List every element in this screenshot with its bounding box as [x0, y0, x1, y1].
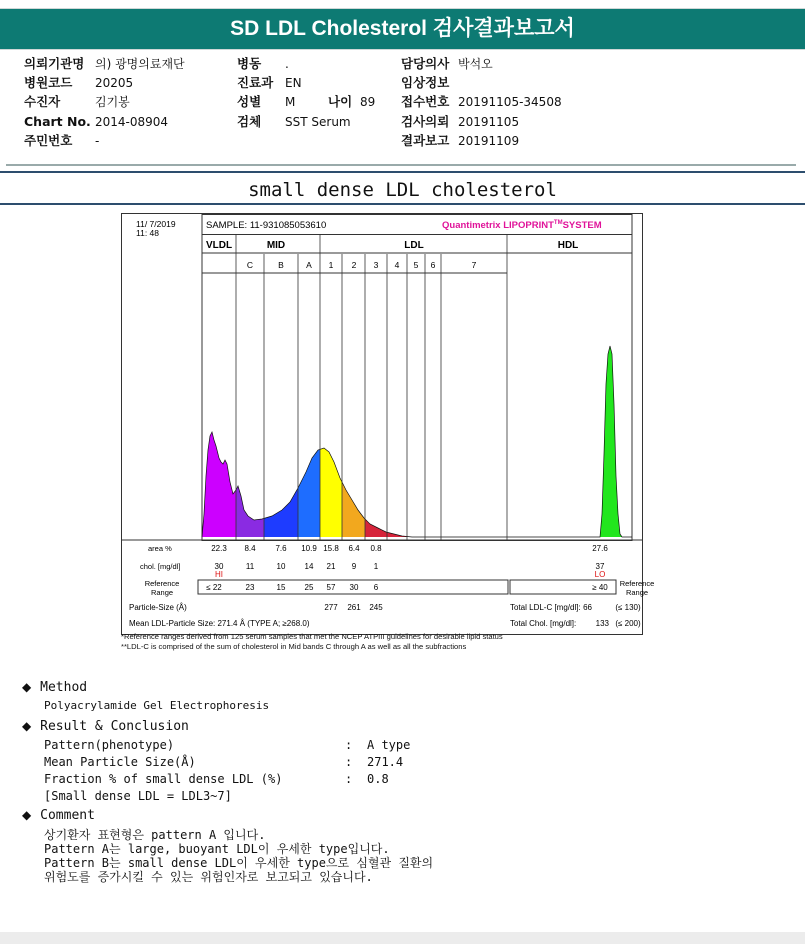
- code-label: 병원코드: [24, 75, 73, 90]
- result-note: [Small dense LDL = LDL3~7]: [44, 789, 232, 803]
- ref-vldl: ≤ 22: [206, 583, 222, 592]
- chol-vldl: 30: [214, 562, 224, 571]
- specimen-label: 검체: [237, 114, 262, 129]
- doctor-label: 담당의사: [401, 56, 450, 71]
- report-date-label: 결과보고: [401, 133, 450, 148]
- ref-2: 30: [349, 583, 359, 592]
- comment-line: 상기환자 표현형은 pattern A 입니다.: [44, 828, 266, 842]
- group-ldl: LDL: [404, 240, 424, 251]
- total-chol-label: Total Chol. [mg/dl]:: [510, 619, 577, 628]
- total-ldl-label: Total LDL-C [mg/dl]:: [510, 603, 581, 612]
- chol-b: 10: [276, 562, 286, 571]
- result-value-size: 271.4: [367, 755, 404, 769]
- diamond-bullet-icon: ◆: [22, 719, 32, 733]
- result-colon: :: [345, 772, 353, 786]
- group-mid: MID: [266, 240, 286, 251]
- area-a: 10.9: [301, 544, 317, 553]
- ref-3: 6: [373, 583, 379, 592]
- sample-id: SAMPLE: 11-931085053610: [206, 220, 327, 231]
- total-chol-ref: (≤ 200): [615, 619, 641, 628]
- lipoprint-report: [121, 213, 655, 635]
- footnote-2: **LDL-C is comprised of the sum of cholesterol in Mid bands C through A as well as all the subfractions: [121, 642, 467, 651]
- result-label-size: Mean Particle Size(Å): [44, 755, 196, 769]
- report-date-value: 20191109: [458, 134, 520, 148]
- band-label-3: 3: [373, 260, 379, 270]
- band-label-b: B: [278, 260, 284, 270]
- sex-value: M: [285, 95, 296, 109]
- chol-a: 14: [304, 562, 314, 571]
- chol-hdl: 37: [595, 562, 605, 571]
- fill-hdl: [592, 314, 632, 537]
- ref-label-2: Range: [150, 588, 174, 597]
- result-colon: :: [345, 738, 353, 752]
- comment-line: 위험도를 증가시킬 수 있는 위험인자로 보고되고 있습니다.: [44, 870, 373, 884]
- comment-line: Pattern B는 small dense LDL이 우세한 type으로 심혈관 질환의: [44, 856, 434, 870]
- ref-1: 57: [326, 583, 336, 592]
- diamond-bullet-icon: ◆: [22, 808, 32, 822]
- fill-mid-c: [236, 314, 264, 537]
- footnote-1: *Reference ranges derived from 125 serum samples that met the NCEP ATPIII guidelines for desirable lipid status: [121, 632, 503, 641]
- fill-ldl3: [365, 314, 387, 537]
- fill-mid-a: [298, 314, 320, 537]
- clinical-label: 임상정보: [401, 75, 450, 90]
- doctor-value: 박석오: [458, 57, 493, 71]
- lipoprint-graph: [122, 214, 655, 634]
- mean-ldl-size: Mean LDL-Particle Size: 271.4 Å (TYPE A; ≥268.0): [129, 619, 310, 628]
- patient-header: [0, 55, 805, 160]
- report-title: SD LDL Cholesterol 검사결과보고서: [0, 8, 805, 50]
- result-colon: :: [345, 755, 353, 769]
- ref-label-right-2: Range: [625, 588, 649, 597]
- area-vldl: 22.3: [211, 544, 227, 553]
- band-label-1: 1: [328, 260, 334, 270]
- band-label-2: 2: [351, 260, 357, 270]
- fill-mid-b: [264, 314, 298, 537]
- band-label-c: C: [246, 260, 254, 270]
- area-c: 8.4: [244, 544, 256, 553]
- chart-value: 2014-08904: [95, 115, 169, 129]
- institution-label: 의뢰기관명: [24, 56, 85, 71]
- graph-frame: [202, 235, 632, 541]
- ref-a: 25: [304, 583, 314, 592]
- id-label: 주민번호: [24, 133, 73, 148]
- band-labels: [247, 260, 477, 270]
- chol-1: 21: [326, 562, 336, 571]
- particle-3: 245: [369, 603, 383, 612]
- result-label-pattern: Pattern(phenotype): [44, 738, 175, 752]
- specimen-value: SST Serum: [285, 115, 351, 129]
- recipient-value: 김기봉: [95, 95, 130, 109]
- receipt-label: 접수번호: [401, 94, 450, 109]
- area-3: 0.8: [370, 544, 382, 553]
- ref-hdl: ≥ 40: [592, 583, 608, 592]
- band-label-5: 5: [413, 260, 419, 270]
- recipient-label: 수진자: [24, 94, 61, 109]
- area-row-label: area %: [148, 544, 172, 553]
- group-vldl: VLDL: [205, 240, 233, 251]
- group-hdl: HDL: [557, 240, 579, 251]
- vldl-flag: HI: [215, 570, 223, 579]
- report-date: 11/ 7/2019: [136, 219, 176, 229]
- code-value: 20205: [95, 76, 134, 90]
- receipt-value: 20191105-34508: [458, 95, 562, 109]
- area-values: [211, 544, 608, 553]
- chart-label: Chart No.: [24, 114, 91, 129]
- method-text: Polyacrylamide Gel Electrophoresis: [44, 699, 270, 712]
- id-value: -: [95, 134, 100, 148]
- chol-3: 1: [373, 562, 379, 571]
- result-label-fraction: Fraction % of small dense LDL (%): [44, 772, 283, 786]
- age-label: 나이: [328, 94, 353, 109]
- result-value-fraction: 0.8: [367, 772, 389, 786]
- fill-ldl2: [342, 314, 365, 537]
- sex-label: 성별: [237, 94, 262, 109]
- comment-line: Pattern A는 large, buoyant LDL이 우세한 type입니다.: [44, 842, 390, 856]
- result-value-pattern: A type: [367, 738, 411, 752]
- ref-label-1: Reference: [144, 579, 180, 588]
- ref-values: [206, 583, 608, 592]
- particle-2: 261: [347, 603, 361, 612]
- band-lines: [236, 234, 507, 540]
- total-ldl-value: 66: [583, 603, 592, 612]
- header-divider: [6, 164, 796, 166]
- band-label-4: 4: [394, 260, 400, 270]
- area-hdl: 27.6: [592, 544, 608, 553]
- ward-label: 병동: [237, 56, 262, 71]
- hdl-flag: LO: [594, 570, 606, 579]
- report-subtitle: small dense LDL cholesterol: [0, 171, 805, 205]
- diamond-bullet-icon: ◆: [22, 680, 32, 694]
- dept-value: EN: [285, 76, 302, 90]
- ref-b: 15: [276, 583, 286, 592]
- brand-name: Quantimetrix LIPOPRINT™SYSTEM: [442, 220, 602, 231]
- chol-values: [215, 562, 606, 579]
- footnotes: [121, 632, 503, 652]
- chol-row-label: chol. [mg/dl]: [140, 562, 181, 571]
- institution-value: 의) 광명의료재단: [95, 57, 185, 71]
- result-heading: ◆ Result & Conclusion: [22, 719, 189, 734]
- total-ldl-ref: (≤ 130): [615, 603, 641, 612]
- chol-c: 11: [245, 562, 255, 571]
- curve-fill: [202, 314, 632, 537]
- particle-1: 277: [324, 603, 338, 612]
- fill-ldl4: [387, 314, 412, 537]
- fill-vldl: [202, 314, 236, 537]
- area-2: 6.4: [348, 544, 360, 553]
- total-chol-value: 133: [595, 619, 609, 628]
- area-1: 15.8: [323, 544, 339, 553]
- ward-value: .: [285, 57, 289, 71]
- report-time: 11: 48: [136, 228, 160, 238]
- chol-2: 9: [351, 562, 357, 571]
- comment-heading: ◆ Comment: [22, 808, 95, 823]
- method-heading: ◆ Method: [22, 680, 88, 695]
- request-value: 20191105: [458, 115, 520, 129]
- dept-label: 진료과: [237, 75, 274, 90]
- ref-c: 23: [245, 583, 255, 592]
- request-label: 검사의뢰: [401, 114, 450, 129]
- band-label-6: 6: [430, 260, 436, 270]
- band-label-7: 7: [471, 260, 477, 270]
- fill-ldl1: [320, 314, 342, 537]
- area-b: 7.6: [275, 544, 287, 553]
- age-value: 89: [360, 95, 376, 109]
- ref-label-right-1: Reference: [619, 579, 655, 588]
- particle-label: Particle-Size (Å): [129, 603, 187, 612]
- curve-outline: [202, 346, 632, 537]
- band-label-a: A: [306, 260, 312, 270]
